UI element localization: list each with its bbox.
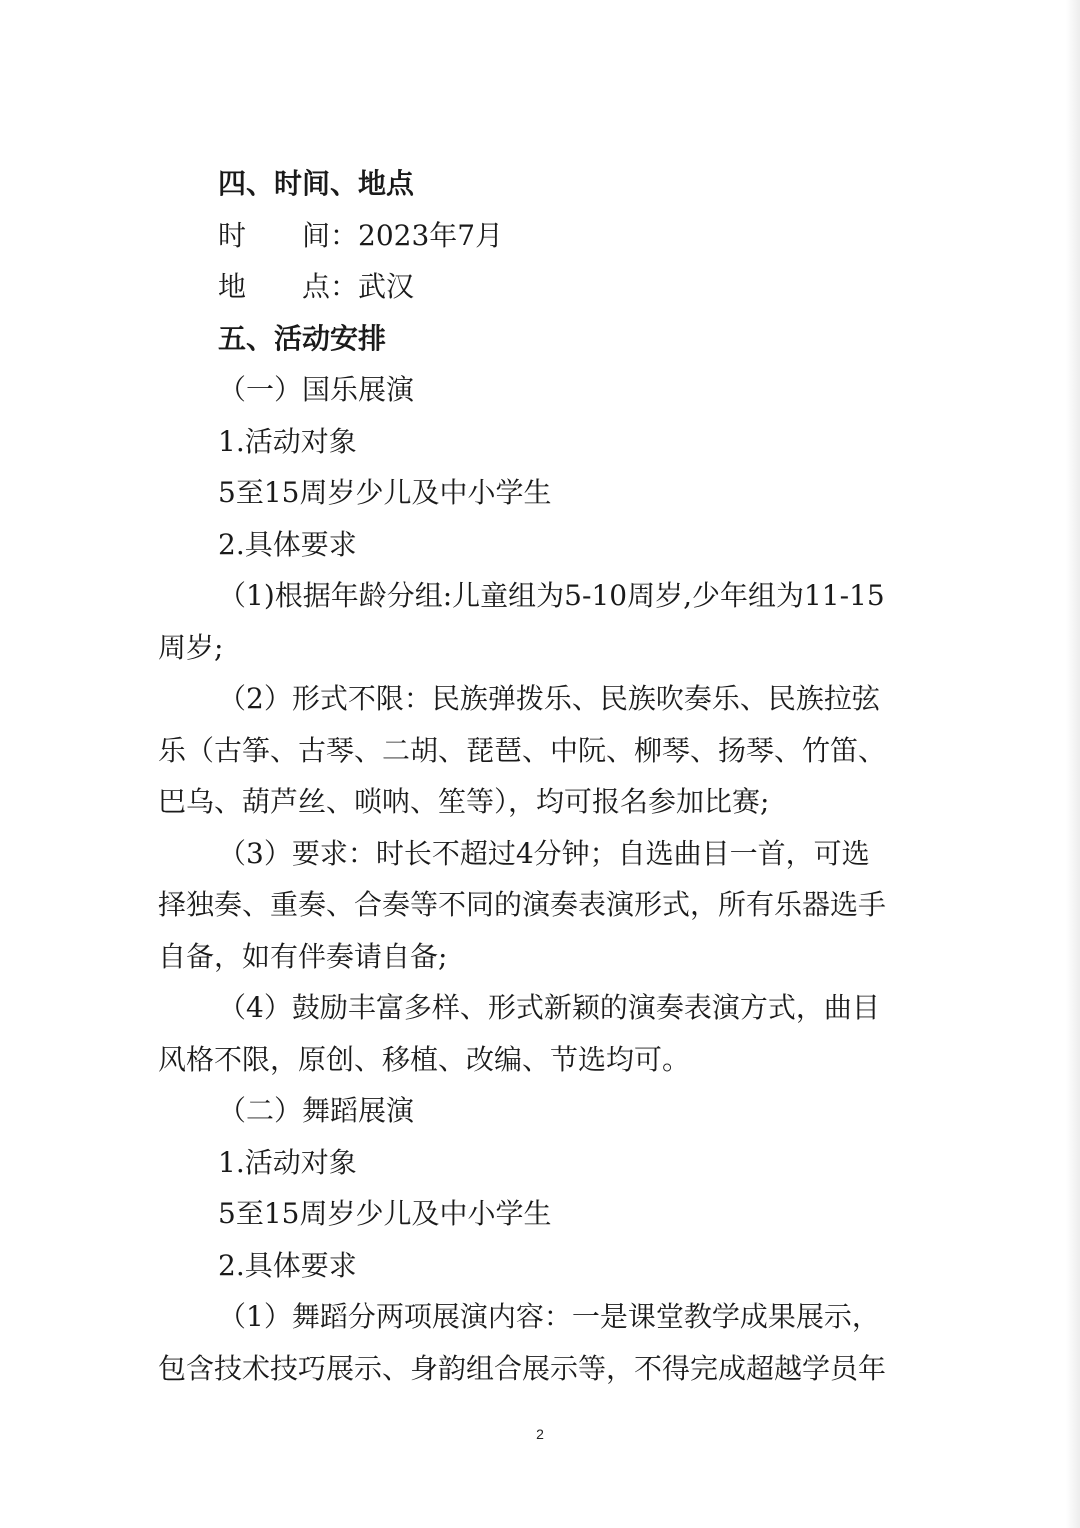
- subsection-title-dance: （二）舞蹈展演: [218, 1094, 415, 1127]
- section-heading-activities: 五、活动安排: [218, 321, 387, 355]
- subsection-title-music: （一）国乐展演: [218, 373, 415, 406]
- music-target-text: 5至15周岁少儿及中小学生: [218, 476, 552, 509]
- section-heading-time-place: 四、时间、地点: [218, 167, 415, 200]
- music-req2-line3: 巴乌、葫芦丝、唢呐、笙等），均可报名参加比赛;: [158, 785, 770, 818]
- dance-item-requirements: 2.具体要求: [218, 1248, 357, 1282]
- dance-target-text: 5至15周岁少儿及中小学生: [218, 1197, 552, 1230]
- dance-req1-line1: （1）舞蹈分两项展演内容：一是课堂教学成果展示，: [218, 1300, 880, 1333]
- page-number: 2: [536, 1426, 544, 1442]
- place-value: 武汉: [358, 270, 415, 303]
- music-item-requirements: 2.具体要求: [218, 527, 357, 561]
- dance-req1-line2: 包含技术技巧展示、身韵组合展示等，不得完成超越学员年: [158, 1351, 887, 1385]
- music-req3-line2: 择独奏、重奏、合奏等不同的演奏表演形式，所有乐器选手: [158, 888, 887, 921]
- place-label: 地 点：: [218, 270, 359, 303]
- music-req1-line2: 周岁;: [158, 630, 224, 664]
- music-req4-line1: （4）鼓励丰富多样、形式新颖的演奏表演方式，曲目: [218, 991, 880, 1024]
- music-req2-line2: 乐（古筝、古琴、二胡、琵琶、中阮、柳琴、扬琴、竹笛、: [158, 733, 887, 767]
- time-row: [158, 210, 913, 262]
- page-edge-shadow: [1066, 0, 1080, 1528]
- music-req3-line3: 自备，如有伴奏请自备;: [158, 939, 448, 973]
- time-label: 时 间：: [218, 218, 359, 252]
- music-req1-line1: （1)根据年龄分组:儿童组为5-10周岁,少年组为11-15: [218, 579, 885, 612]
- time-value: 2023年7月: [358, 218, 504, 252]
- place-row: [158, 261, 913, 313]
- document-body: [158, 158, 913, 1394]
- music-req3-line1: （3）要求：时长不超过4分钟；自选曲目一首，可选: [218, 836, 870, 870]
- music-req2-line1: （2）形式不限：民族弹拨乐、民族吹奏乐、民族拉弦: [218, 682, 880, 715]
- music-req4-line2: 风格不限，原创、移植、改编、节选均可。: [158, 1042, 691, 1076]
- dance-item-target: 1.活动对象: [218, 1145, 357, 1179]
- music-item-target: 1.活动对象: [218, 424, 357, 458]
